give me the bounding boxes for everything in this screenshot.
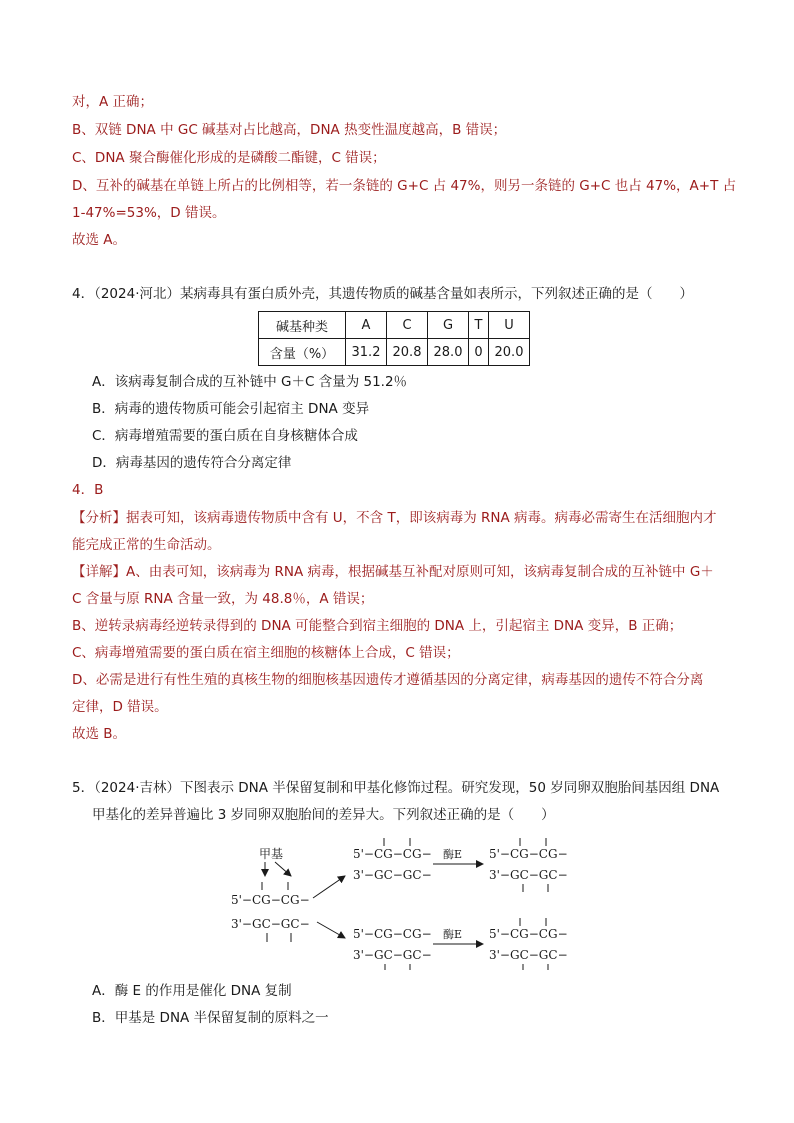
enzyme-e-label: 酶E — [443, 928, 463, 941]
table-cell: 20.8 — [387, 339, 428, 366]
detail-line: C、病毒增殖需要的蛋白质在宿主细胞的核糖体上合成，C 错误； — [72, 645, 460, 661]
methylated-top-strand: 5'−CG−CG− — [489, 927, 568, 941]
table-cell: C — [387, 312, 428, 339]
table-cell: 31.2 — [346, 339, 387, 366]
detail-line: C 含量与原 RNA 含量一致，为 48.8％，A 错误； — [72, 591, 374, 607]
answer-line: 1-47%=53%，D 错误。 — [72, 205, 226, 221]
question-5-stem: 5．（2024·吉林）下图表示 DNA 半保留复制和甲基化修饰过程。研究发现，50 岁同卵双胞胎间基因组 DNA — [72, 780, 720, 796]
dna-methylation-diagram — [225, 838, 575, 970]
daughter-top-strand: 5'−CG−CG− — [353, 927, 432, 941]
answer-line: D、互补的碱基在单链上所占的比例相等，若一条链的 G+C 占 47%，则另一条链的 G+C 也占 47%，A+T 占 — [72, 178, 737, 194]
detail-line: D、必需是进行有性生殖的真核生物的细胞核基因遗传才遵循基因的分离定律，病毒基因的遗传不符合分离 — [72, 672, 704, 688]
option-a: A．该病毒复制合成的互补链中 G＋C 含量为 51.2％ — [92, 374, 408, 390]
daughter-bottom-strand: 3'−GC−GC− — [353, 948, 432, 962]
answer-label: 4．B — [72, 482, 104, 498]
methyl-pointer — [275, 862, 291, 876]
methylated-bottom-strand: 3'−GC−GC− — [489, 948, 568, 962]
methylated-top-strand: 5'−CG−CG− — [489, 847, 568, 861]
answer-line: 对，A 正确； — [72, 94, 154, 110]
detail-line: B、逆转录病毒经逆转录得到的 DNA 可能整合到宿主细胞的 DNA 上，引起宿主 DNA 变异，B 正确； — [72, 618, 683, 634]
analysis-line: 【分析】据表可知，该病毒遗传物质中含有 U，不含 T，即该病毒为 RNA 病毒。病毒必需寄生在活细胞内才 — [72, 510, 717, 526]
parent-bottom-strand: 3'−GC−GC− — [231, 917, 310, 931]
table-cell: 含量（%） — [259, 339, 346, 366]
enzyme-e-label: 酶E — [443, 848, 463, 861]
table-row — [259, 312, 530, 339]
detail-line: 【详解】A、由表可知，该病毒为 RNA 病毒，根据碱基互补配对原则可知，该病毒复制合成的互补链中 G＋ — [72, 564, 714, 580]
table-cell: 0 — [469, 339, 489, 366]
base-content-table — [258, 311, 530, 366]
table-row — [259, 339, 530, 366]
replication-arrow — [313, 876, 345, 898]
question-4-stem: 4．（2024·河北）某病毒具有蛋白质外壳，其遗传物质的碱基含量如表所示，下列叙述正确的是（ ） — [72, 286, 693, 302]
analysis-line: 能完成正常的生命活动。 — [72, 537, 221, 553]
option-a: A．酶 E 的作用是催化 DNA 复制 — [92, 983, 292, 999]
table-cell: 28.0 — [428, 339, 469, 366]
parent-top-strand: 5'−CG−CG− — [231, 893, 310, 907]
daughter-bottom-strand: 3'−GC−GC− — [353, 868, 432, 882]
methyl-label: 甲基 — [259, 847, 284, 861]
table-cell: A — [346, 312, 387, 339]
answer-line: B、双链 DNA 中 GC 碱基对占比越高，DNA 热变性温度越高，B 错误； — [72, 122, 507, 138]
table-cell: 20.0 — [489, 339, 530, 366]
detail-line: 定律，D 错误。 — [72, 699, 168, 715]
table-cell: T — [469, 312, 489, 339]
answer-line: C、DNA 聚合酶催化形成的是磷酸二酯键，C 错误； — [72, 150, 386, 166]
table-cell: 碱基种类 — [259, 312, 346, 339]
conclusion-line: 故选 B。 — [72, 726, 127, 742]
replication-arrow — [317, 922, 345, 938]
option-b: B．病毒的遗传物质可能会引起宿主 DNA 变异 — [92, 401, 370, 417]
daughter-top-strand: 5'−CG−CG− — [353, 847, 432, 861]
option-d: D．病毒基因的遗传符合分离定律 — [92, 455, 292, 471]
option-b: B．甲基是 DNA 半保留复制的原料之一 — [92, 1010, 329, 1026]
answer-line: 故选 A。 — [72, 232, 127, 248]
table-cell: G — [428, 312, 469, 339]
methylated-bottom-strand: 3'−GC−GC− — [489, 868, 568, 882]
question-5-stem: 甲基化的差异普遍比 3 岁同卵双胞胎间的差异大。下列叙述正确的是（ ） — [92, 807, 555, 823]
table-cell: U — [489, 312, 530, 339]
option-c: C．病毒增殖需要的蛋白质在自身核糖体合成 — [92, 428, 358, 444]
